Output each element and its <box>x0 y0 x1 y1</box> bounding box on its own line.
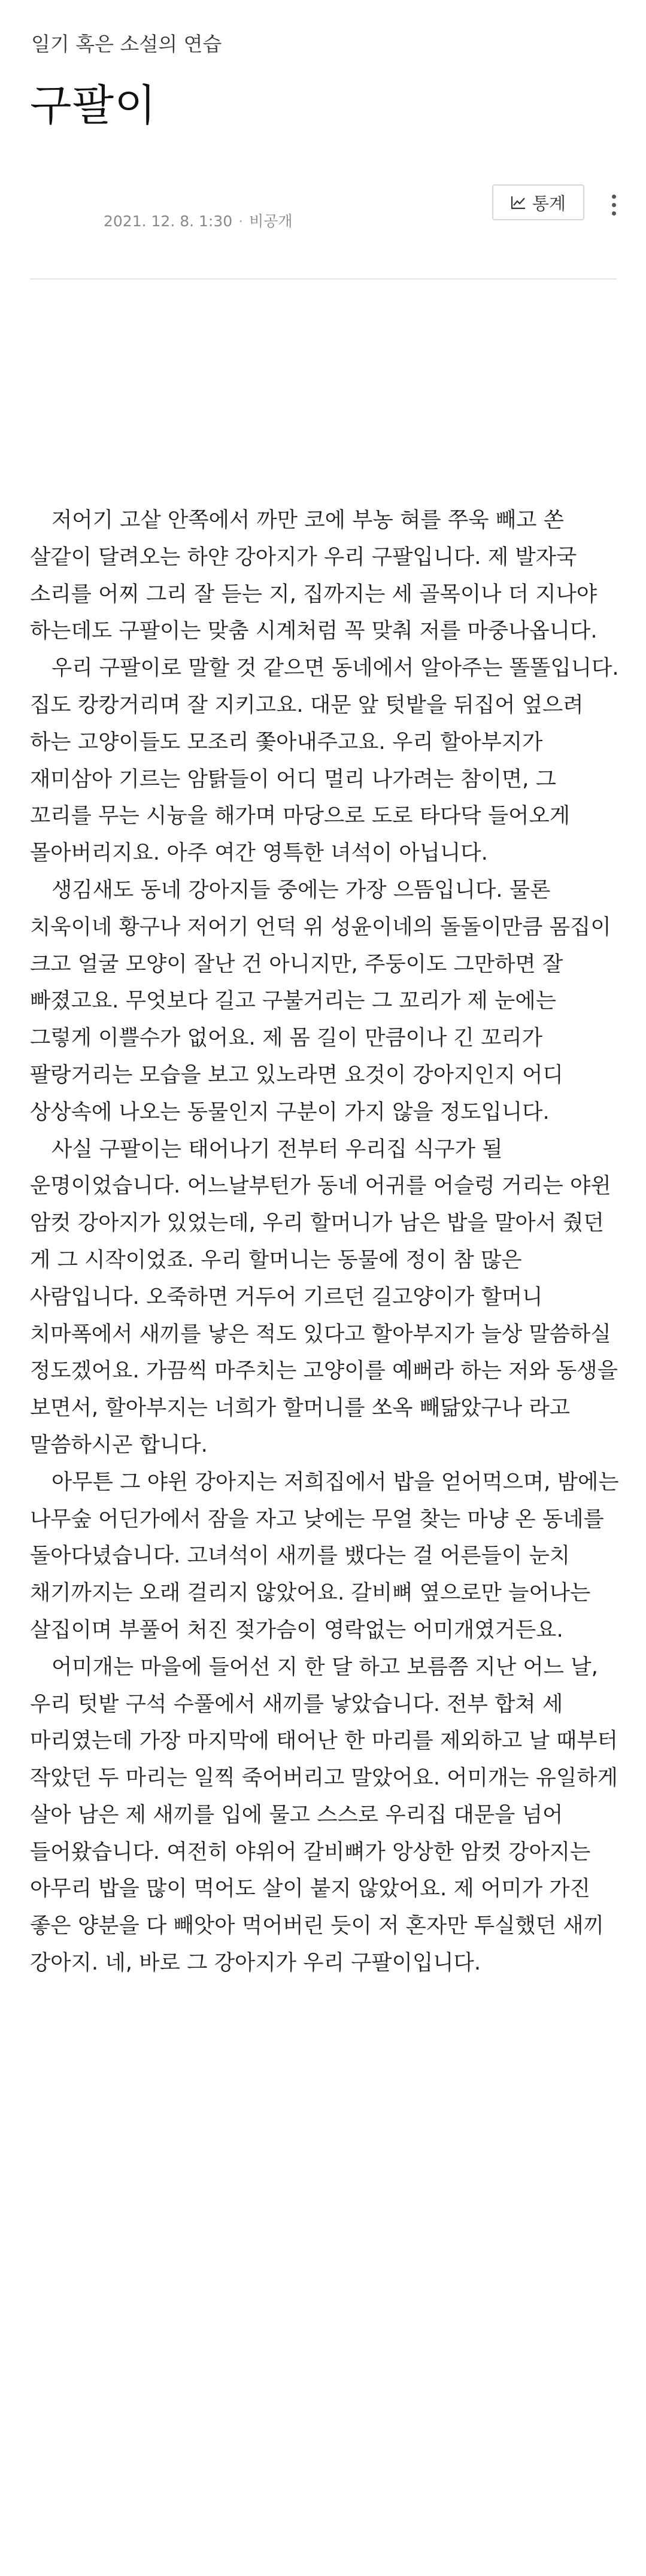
post-title: 구팔이 <box>30 80 157 131</box>
body-paragraph: 저어기 고샅 안쪽에서 까만 코에 부농 혀를 쭈욱 빼고 쏜 살같이 달려오는 하얀 강아지가 우리 구팔입니다. 제 발자국 소리를 어찌 그리 잘 듣는 지, 집까지는 세 골목이나 더 지나야 하는데도 구팔이는 맞춤 시계처럼 꼭 맞춰 저를 마중나옵니다. <box>30 508 598 644</box>
body-paragraph: 어미개는 마을에 들어선 지 한 달 하고 보름쯤 지난 어느 날, 우리 텃밭 구석 수풀에서 새끼를 낳았습니다. 전부 합쳐 세 마리였는데 가장 마지막에 태어난 한 마리를 제외하고 날 때부터 작았던 두 마리는 일찍 죽어버리고 말았어요. 어미개는 유일하게 살아 남은 제 새끼를 입에 물고 스스로 우리집 대문을 넘어 들어왔습니다. 여전히 야위어 갈비뼈가 앙상한 암컷 강아지는 아무리 밥을 많이 먹어도 살이 붙지 않았어요. 제 어미가 가진 좋은 양분을 다 빼앗아 먹어버린 듯이 저 혼자만 투실했던 새끼 강아지. 네, 바로 그 강아지가 우리 구팔이입니다. <box>30 1654 618 1976</box>
body-paragraph: 우리 구팔이로 말할 것 같으면 동네에서 알아주는 똘똘입니다. 집도 캉캉거리며 잘 지키고요. 대문 앞 텃밭을 뒤집어 엎으려 하는 고양이들도 모조리 쫓아내주고요. 우리 할아부지가 재미삼아 기르는 암탉들이 어디 멀리 나가려는 참이면, 그 꼬리를 무는 시늉을 해가며 마당으로 도로 타다닥 들어오게 몰아버리지요. 아주 여간 영특한 녀석이 아닙니다. <box>30 656 619 866</box>
post-meta <box>104 210 293 231</box>
category-label[interactable]: 일기 혹은 소설의 연습 <box>31 32 222 56</box>
body-paragraph: 아무튼 그 야윈 강아지는 저희집에서 밥을 얻어먹으며, 밤에는 나무숲 어딘가에서 잠을 자고 낮에는 무얼 찾는 마냥 온 동네를 돌아다녔습니다. 고녀석이 새끼를 뱄다는 걸 어른들이 눈치 채기까지는 오래 걸리지 않았어요. 갈비뼈 옆으로만 늘어나는 살집이며 부풀어 처진 젖가슴이 영락없는 어미개였거든요. <box>30 1469 619 1642</box>
body-paragraph: 사실 구팔이는 태어나기 전부터 우리집 식구가 될 운명이었습니다. 어느날부턴가 동네 어귀를 어슬렁 거리는 야윈 암컷 강아지가 있었는데, 우리 할머니가 남은 밥을 말아서 줬던 게 그 시작이었죠. 우리 할머니는 동물에 정이 참 많은 사람입니다. 오죽하면 거두어 기르던 길고양이가 할머니 치마폭에서 새끼를 낳은 적도 있다고 할아부지가 늘상 말씀하실 정도겠어요. 가끔씩 마주치는 고양이를 예뻐라 하는 저와 동생을 보면서, 할아부지는 너희가 할머니를 쏘옥 빼닮았구나 라고 말씀하시곤 합니다. <box>30 1136 618 1457</box>
header-divider <box>30 278 617 280</box>
body-paragraph: 생김새도 동네 강아지들 중에는 가장 으뜸입니다. 물론 치욱이네 황구나 저어기 언덕 위 성윤이네의 돌돌이만큼 몸집이 크고 얼굴 모양이 잘난 건 아니지만, 주둥이도 그만하면 잘 빠졌고요. 무엇보다 길고 구불거리는 그 꼬리가 제 눈에는 그렇게 이쁠수가 없어요. 제 몸 길이 만큼이나 긴 꼬리가 팔랑거리는 모습을 보고 있노라면 요것이 강아지인지 어디 상상속에 나오는 동물인지 구분이 가지 않을 정도입니다. <box>30 877 611 1124</box>
stats-button-label: 통계 <box>532 193 566 214</box>
chart-line-icon <box>511 195 526 210</box>
post-body <box>30 502 620 1982</box>
visibility-label: 비공개 <box>249 213 293 230</box>
post-date: 2021. 12. 8. 1:30 <box>104 213 233 230</box>
separator-dot: · <box>238 213 244 230</box>
stats-button[interactable] <box>492 184 584 220</box>
more-vertical-icon[interactable] <box>605 187 623 223</box>
